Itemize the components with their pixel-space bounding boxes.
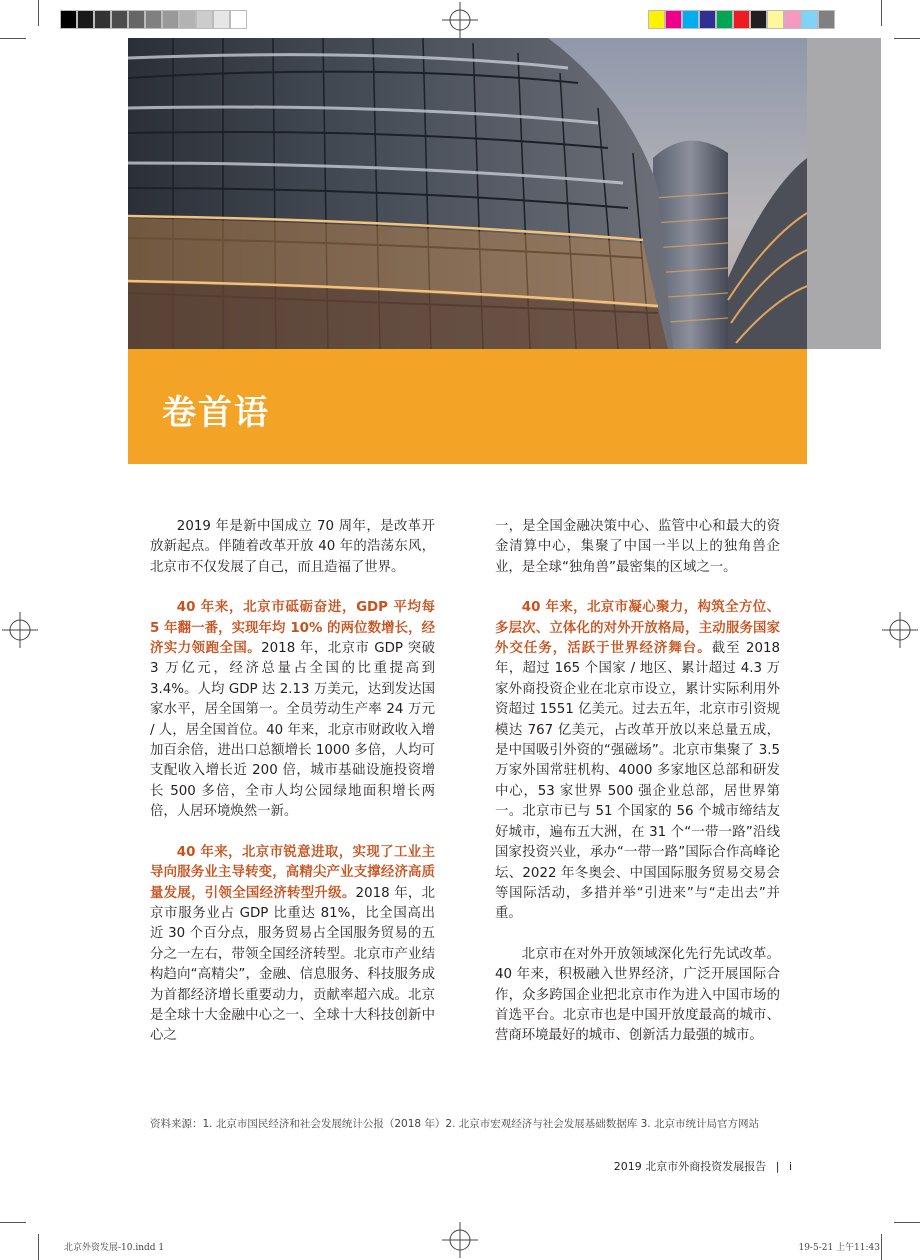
paragraph: 北京市在对外开放领域深化先行先试改革。40 年来，积极融入世界经济，广泛开展国际合作，众多跨国企业把北京市作为进入中国市场的首选平台。北京市也是中国开放度最高的城市、营商环境最好的城市、创新活力最强的城市。 [495, 946, 780, 1044]
page-footer [614, 1158, 792, 1174]
highlight-text: 40 年来，北京市锐意进取，实现了工业主导向服务业主导转变，高精尖产业支撑经济高质量发展，引领全国经济转型升级。 [150, 844, 435, 901]
registration-mark-icon [882, 612, 918, 648]
color-swatch [801, 10, 818, 29]
gray-swatch [213, 10, 230, 29]
color-swatch [750, 10, 767, 29]
body-text: 2018 年，北京市服务业占 GDP 比重达 81%，比全国高出近 30 个百分点，服务贸易占全国服务贸易的五分之一左右，带领全国经济转型。北京市产业结构趋向“高精尖”，金融、信息服务、科技服务成为首都经济增长重要动力，贡献率超六成。北京是全球十大金融中心之一、全球十大科技创新中心之 [150, 885, 435, 1044]
paragraph [495, 598, 780, 925]
paragraph: 一，是全国金融决策中心、监管中心和最大的资金清算中心，集聚了中国一半以上的独角兽企业，是全球“独角兽”最密集的区域之一。 [495, 519, 780, 575]
crop-mark [881, 0, 882, 26]
side-tab [807, 38, 881, 349]
gray-swatch [111, 10, 128, 29]
highlight-text: 40 年来，北京市凝心聚力，构筑全方位、多层次、立体化的对外开放格局，主动服务国家外交任务，活跃于世界经济舞台。 [495, 600, 780, 657]
report-title: 2019 北京市外商投资发展报告 [613, 1160, 767, 1173]
gray-swatch [230, 10, 247, 29]
gray-swatch [196, 10, 213, 29]
paragraph: 2019 年是新中国成立 70 周年，是改革开放新起点。伴随着改革开放 40 年的浩荡东风，北京市不仅发展了自己，而且造福了世界。 [150, 519, 435, 575]
right-column [495, 517, 780, 1067]
registration-mark-icon [2, 612, 38, 648]
footer-separator: | [775, 1160, 780, 1173]
photo-illustration [128, 38, 807, 349]
page-number: i [788, 1160, 792, 1173]
building-facade-photo [128, 38, 807, 349]
crop-mark [38, 1234, 39, 1260]
color-swatch [784, 10, 801, 29]
color-swatch [818, 10, 835, 29]
color-swatch [699, 10, 716, 29]
crop-mark [38, 0, 39, 26]
paragraph [150, 843, 435, 1047]
paragraph [150, 598, 435, 822]
title-banner [128, 349, 807, 464]
body-text: 截至 2018 年，超过 165 个国家 / 地区、累计超过 4.3 万家外商投资企业在北京市设立，累计实际利用外资超过 1551 亿美元。过去五年，北京市引资规模达 767 亿美元，占改革开放以来总量五成，是中国吸引外资的“强磁场”。北京市集聚了 3.5 万家外国常驻机构、4000 多家地区总部和研发中心，53 家世界 500 强企业总部，居世界第一。北京市已与 51 个国家的 56 个城市缔结友好城市，遍布五大洲，在 31 个“一带一路”沿线国家投资兴业，承办“一带一路”国际合作高峰论坛、2022 年冬奥会、中国国际服务贸易交易会等国际活动，多措并举“引进来”与“走出去”并重。 [495, 641, 781, 922]
color-swatch [716, 10, 733, 29]
crop-mark [881, 1234, 882, 1260]
gray-swatch [94, 10, 111, 29]
color-swatch [665, 10, 682, 29]
crop-mark [0, 38, 26, 39]
left-column [150, 517, 435, 1067]
registration-mark-icon [442, 1222, 478, 1258]
color-swatch [648, 10, 665, 29]
gray-swatch [128, 10, 145, 29]
grayscale-color-bar [60, 10, 247, 29]
slug-timestamp: 19-5-21 上午11:43 [798, 1243, 880, 1253]
gray-swatch [60, 10, 77, 29]
body-text: 2018 年，北京市 GDP 突破 3 万亿元，经济总量占全国的比重提高到 3.4%。人均 GDP 达 2.13 万美元，达到发达国家水平，居全国第一。全员劳动生产率 24 万元 / 人，居全国首位。40 年来，北京市财政收入增加百余倍，进出口总额增长 1000 多倍，人均可支配收入增长近 200 倍，城市基础设施投资增长 500 多倍，全市人均公园绿地面积增长两倍，人居环境焕然一新。 [150, 641, 435, 820]
registration-mark-icon [442, 2, 478, 38]
gray-swatch [77, 10, 94, 29]
color-swatch [682, 10, 699, 29]
crop-mark [0, 1222, 26, 1223]
crop-mark [894, 38, 920, 39]
highlight-text: 40 年来，北京市砥砺奋进，GDP 平均每 5 年翻一番，实现年均 10% 的两位数增长，经济实力领跑全国。 [150, 600, 435, 657]
crop-mark [894, 1222, 920, 1223]
color-swatch [767, 10, 784, 29]
slug-file: 北京外资发展-10.indd 1 [64, 1243, 165, 1253]
source-note: 资料来源：1. 北京市国民经济和社会发展统计公报（2018 年）2. 北京市宏观经济与社会发展基础数据库 3. 北京市统计局官方网站 [150, 1118, 759, 1130]
process-color-bar [648, 10, 835, 29]
gray-swatch [179, 10, 196, 29]
page-title: 卷首语 [162, 393, 270, 433]
gray-swatch [162, 10, 179, 29]
color-swatch [733, 10, 750, 29]
gray-swatch [145, 10, 162, 29]
